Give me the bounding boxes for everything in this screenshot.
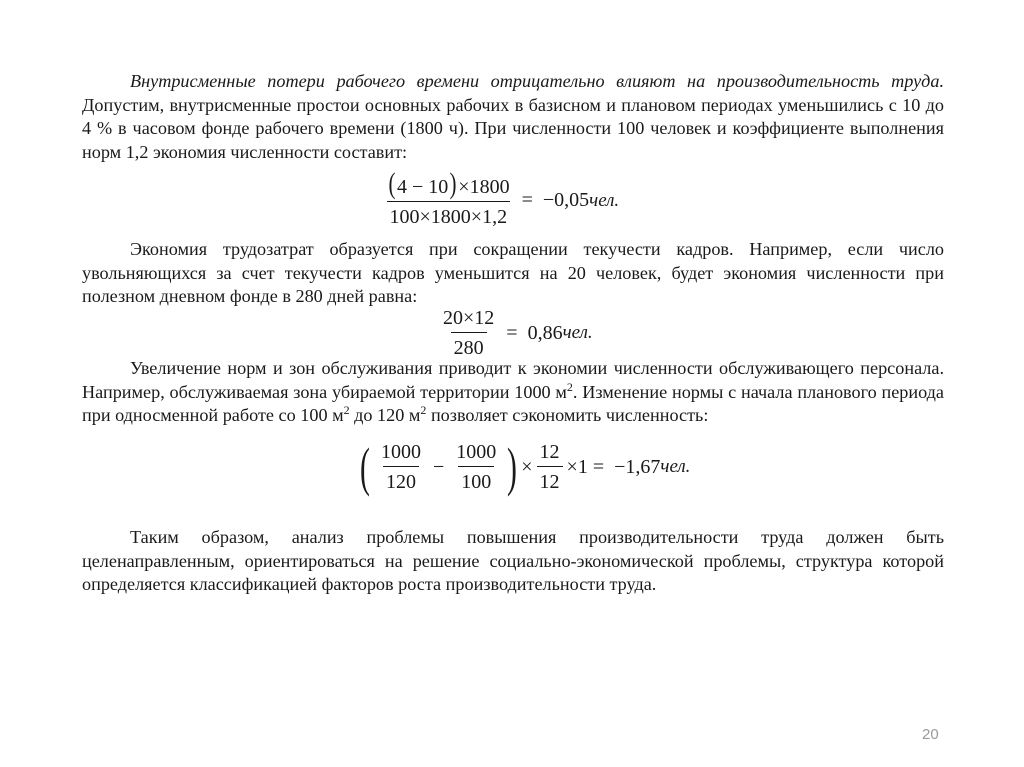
formula-1-result: −0,05: [542, 189, 590, 211]
paragraph-2: [82, 238, 944, 309]
formula-3-open-paren: (: [360, 437, 370, 497]
page-number: 20: [922, 726, 939, 743]
formula-1-unit: чел.: [589, 189, 620, 211]
formula-3-close-paren: ): [507, 437, 518, 497]
paragraph-3: Увеличение норм и зон обслуживания приводит к экономии численности обслуживающего персонала. Например, обслуживаемая зона убираемой территории 1000 $м^2$. Изменение нормы с начала планового периода при односменной работе со 100 $м^2$ до 120 $м^2$ позволяет сэкономить численность:: [82, 358, 944, 425]
formula-3-unit: чел.: [660, 456, 691, 477]
formula-3-equals: =: [592, 455, 605, 478]
formula-1-denominator: 100×1800×1,2: [387, 201, 511, 229]
paragraph-4-text: Таким образом, анализ проблемы повышения производительности труда должен быть целенаправленным, ориентироваться на решение социально-экономической проблемы, структура которой определяется классификацией факторов роста производительности труда.: [82, 527, 944, 594]
paragraph-4: [82, 526, 944, 597]
formula-staff-savings-downtime: [380, 167, 620, 229]
formula-staff-savings-service-zone: ( $\frac{1000}{120}$ − $\frac{1000}{100}$ ) × $\frac{12}{12}$ × 1 = −1,67 чел.: [360, 437, 691, 497]
formula-2-denominator: 280: [451, 332, 487, 360]
formula-2-fraction: [440, 306, 497, 360]
formula-2-result: 0,86: [527, 321, 563, 344]
paragraph-2-text: Экономия трудозатрат образуется при сокращении текучести кадров. Например, если число увольняющихся за счет текучести кадров уменьшится на 20 человек, будет экономия численности при полезном дневном фонде в 280 дней равна:: [82, 239, 944, 306]
formula-3-fraction-3: $\frac{12}{12}$: [537, 440, 563, 494]
paragraph-1-italic-lead: Внутрисменные потери рабочего времени отрицательно влияют на производительность труда.: [130, 71, 944, 91]
formula-3-fraction-2: $\frac{1000}{100}$: [456, 441, 497, 493]
formula-3-result: −1,67: [614, 455, 661, 478]
formula-1-numerator: (4 − 10)×1800: [388, 167, 510, 200]
formula-2-equals: =: [506, 321, 518, 344]
formula-2-unit: чел.: [562, 322, 593, 343]
paragraph-1: [82, 70, 944, 164]
formula-staff-savings-turnover: [436, 306, 593, 360]
formula-1-fraction: [384, 167, 513, 229]
paragraph-1-text: Допустим, внутрисменные простои основных рабочих в базисном и плановом периодах уменьшились с 10 до 4 % в часовом фонде рабочего времени (1800 ч). При численности 100 человек и коэффициенте выполнения норм 1,2 экономия численности составит:: [82, 94, 944, 162]
formula-3-fraction-1: $\frac{1000}{120}$: [380, 441, 421, 493]
formula-2-numerator: 20×12: [443, 307, 495, 329]
formula-1-equals: =: [521, 189, 533, 211]
